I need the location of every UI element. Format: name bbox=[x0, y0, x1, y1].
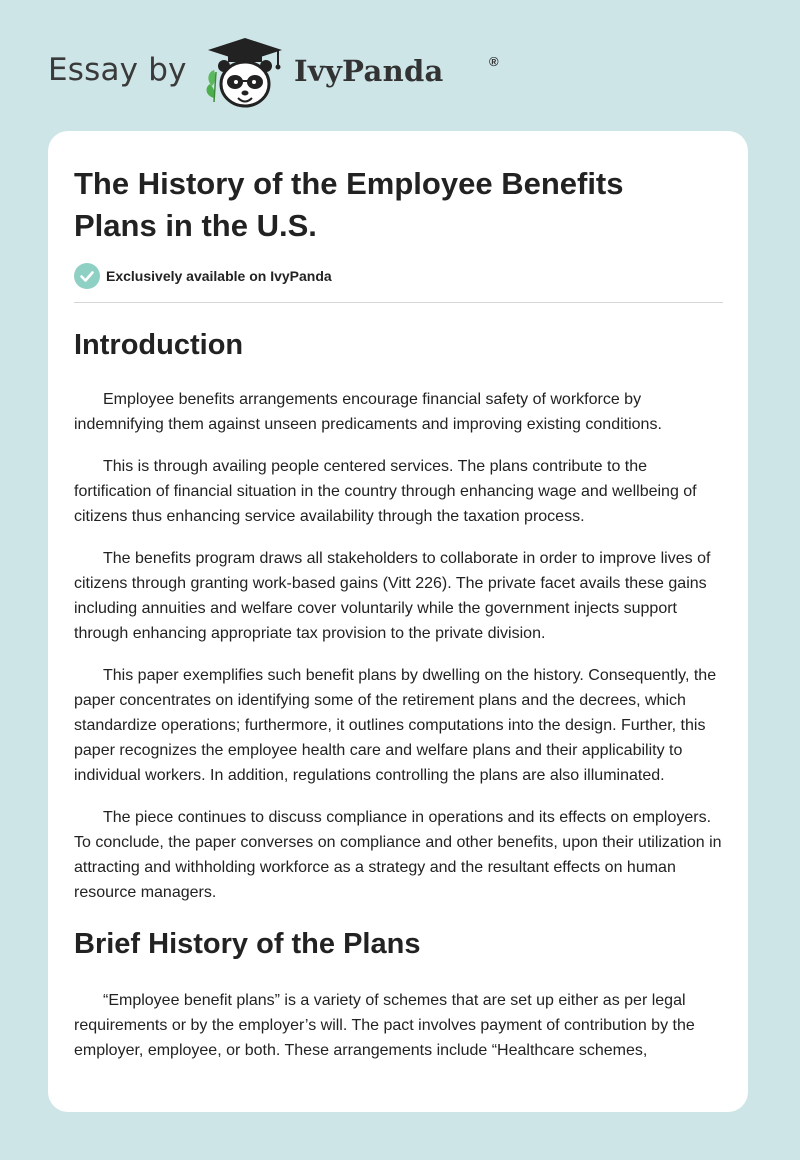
paragraph: The benefits program draws all stakeholders to collaborate in order to improve lives of citizens through granting work-based gains (Vitt 226). The private facet avails these gains including annuities and welfare cover voluntarily while the government injects support through enhancing appropriate tax provision to the private division. bbox=[74, 550, 711, 642]
essay-by-label: Essay by bbox=[48, 52, 187, 88]
registered-mark: ® bbox=[489, 54, 499, 69]
check-circle-icon bbox=[74, 263, 100, 289]
title-divider bbox=[74, 302, 723, 303]
paragraph: The piece continues to discuss compliance in operations and its effects on employers. To conclude, the paper converses on compliance and other benefits, upon their utilization in attracting and withholding workforce as a strategy and the resultant effects on human resource managers. bbox=[74, 809, 722, 901]
exclusive-badge-text: Exclusively available on IvyPanda bbox=[106, 268, 332, 284]
paragraph: “Employee benefit plans” is a variety of schemes that are set up either as per legal requirements or by the employer’s will. The pact involves payment of contribution by the employer, employee, or both. These arrangements include “Healthcare schemes, bbox=[74, 992, 695, 1059]
brand-name[interactable]: IvyPanda bbox=[294, 54, 444, 88]
page-title: The History of the Employee Benefits Plans in the U.S. bbox=[74, 166, 624, 243]
paragraph: Employee benefits arrangements encourage financial safety of workforce by indemnifying them against unseen predicaments and improving existing conditions. bbox=[74, 391, 662, 433]
paragraph: This paper exemplifies such benefit plans by dwelling on the history. Consequently, the paper concentrates on identifying some of the retirement plans and the decrees, which standardize operations; furthermore, it outlines computations into the design. Further, this paper recognizes the employee health care and welfare plans and their applicability to individual workers. In addition, regulations controlling the plans are also illuminated. bbox=[74, 667, 717, 784]
section-heading-introduction: Introduction bbox=[74, 329, 244, 361]
site-header bbox=[48, 32, 508, 108]
essay-body bbox=[74, 321, 726, 1063]
section-heading-brief-history: Brief History of the Plans bbox=[74, 928, 421, 960]
essay-card bbox=[48, 131, 748, 1112]
panda-graduate-logo-icon[interactable] bbox=[202, 36, 288, 112]
paragraph: This is through availing people centered services. The plans contribute to the fortification of financial situation in the country through enhancing wage and wellbeing of citizens thus enhancing service availability through the taxation process. bbox=[74, 458, 697, 525]
exclusive-badge bbox=[74, 263, 332, 289]
